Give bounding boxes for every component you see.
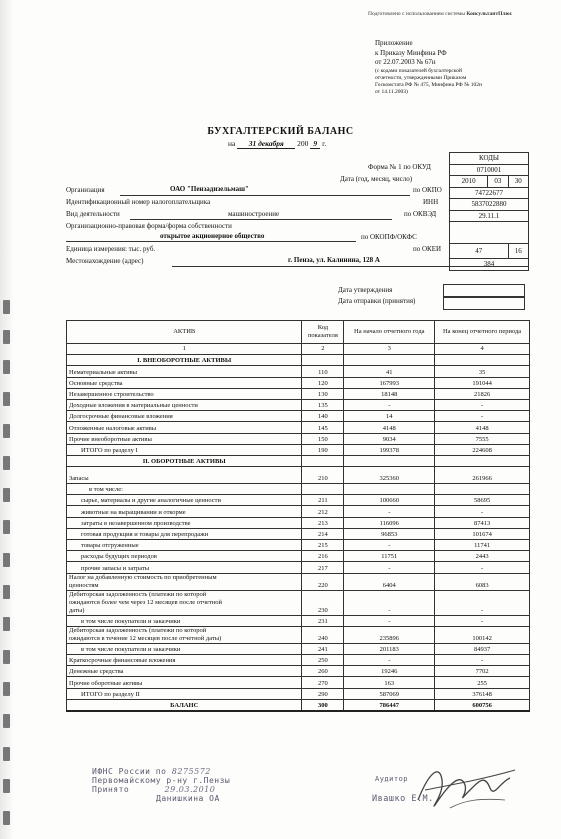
code-cell: 130 [302,388,344,399]
table-body [67,355,530,711]
row-label: Нематериальные активы [67,366,302,377]
codes-table [449,152,529,271]
table-row [67,699,530,711]
table-row [67,506,530,517]
auditor-label: Аудитор [375,775,409,783]
start-cell: 587069 [344,688,435,699]
label-taxid: Идентификационный номер налогоплательщика [66,198,211,206]
row-label: готовая продукция и товары для перепродажи [67,528,302,539]
table-row [67,366,530,377]
start-cell: 199378 [344,444,435,455]
end-cell: 261966 [435,467,530,484]
binding-hole [3,300,10,314]
start-cell: 9034 [344,433,435,444]
row-label: Прочие оборотные активы [67,677,302,688]
label-activity: Вид деятельности [66,210,120,218]
table-row [67,590,530,615]
code-cell: 217 [302,562,344,573]
date-suffix: г. [322,139,327,148]
table-row [67,562,530,573]
table-row [67,643,530,654]
system-note-prefix: Подготовлено с использованием системы [368,11,465,17]
table-row [67,666,530,677]
code-okfs: 16 [508,244,528,259]
row-label: сырье, материалы и другие аналогичные ценности [67,495,302,506]
start-cell: 163 [344,677,435,688]
end-cell: 87413 [435,517,530,528]
start-cell: 100660 [344,495,435,506]
code-cell: 140 [302,411,344,422]
appendix-line: отчетности, утвержденными Приказом [375,74,467,81]
appendix-line: Приложение [375,39,413,47]
column-number: 4 [435,344,530,355]
row-label: Долгосрочные финансовые вложения [67,411,302,422]
table-row [67,551,530,562]
code-date-year: 2010 [450,176,488,188]
code-cell: 213 [302,517,344,528]
stamp-line: ИФНС России по [92,767,167,776]
header-asset: АКТИВ [67,321,302,344]
label-inn: ИНН [423,198,439,206]
start-cell: 96853 [344,528,435,539]
binding-hole [3,553,10,567]
row-label-line: Дебиторская задолженность (платежи по которой [69,626,207,634]
code-cell [302,484,344,495]
row-label-line: ожидаются более чем через 12 месяцев после отчетной [69,598,222,606]
end-cell: 224608 [435,444,530,455]
appendix-line: (с кодами показателей бухгалтерской [375,67,462,74]
section-title: II. ОБОРОТНЫЕ АКТИВЫ [67,455,302,466]
row-label: ИТОГО по разделу II [67,688,302,699]
label-date: Дата (год, месяц, число) [340,175,413,183]
table-row [67,495,530,506]
row-label: в том числе: [67,484,302,495]
table-row [67,517,530,528]
column-number: 3 [344,344,435,355]
send-date-box [443,296,525,310]
row-label: животные на выращивании и откорме [67,506,302,517]
column-number: 1 [67,344,302,355]
start-cell: - [344,540,435,551]
row-label-line: даты) [69,606,85,614]
code-date-day: 30 [508,176,528,188]
signature-icon [410,760,520,820]
header-start: На начало отчетного года [344,321,435,344]
row-label: затраты в незавершенном производстве [67,517,302,528]
underline [172,266,529,267]
end-cell: 100142 [435,626,530,643]
underline [130,219,392,220]
code-inn: 5837022880 [450,199,529,211]
document-title: БУХГАЛТЕРСКИЙ БАЛАНС [207,126,354,137]
end-cell: 4148 [435,422,530,433]
code-cell: 190 [302,444,344,455]
end-cell: 35 [435,366,530,377]
row-label: Прочие внеоборотные активы [67,433,302,444]
end-cell: - [435,399,530,410]
code-cell: 250 [302,654,344,665]
row-label-line: ценностям [69,581,99,589]
start-cell: 116096 [344,517,435,528]
code-cell: 231 [302,615,344,626]
row-label: Отложенные налоговые активы [67,422,302,433]
end-cell: - [435,654,530,665]
row-label: Краткосрочные финансовые вложения [67,654,302,665]
table-row [67,528,530,539]
code-okved: 29.11.1 [450,210,529,222]
end-cell: 58695 [435,495,530,506]
date-day-month: 31 декабря [237,139,295,149]
row-label: БАЛАНС [67,699,302,711]
code-okud: 0710001 [450,164,529,176]
table-row [67,433,530,444]
end-cell: 2443 [435,551,530,562]
code-cell: 214 [302,528,344,539]
start-cell [344,484,435,495]
appendix-line: к Приказу Минфина РФ [375,48,447,57]
code-cell: 211 [302,495,344,506]
end-cell: - [435,506,530,517]
label-unit: Единица измерения: тыс. руб. [66,245,156,253]
end-cell: 376148 [435,688,530,699]
label-organization: Организация [66,186,105,194]
table-row [67,455,530,466]
start-cell: - [344,654,435,665]
date-year-suffix: 9 [310,139,320,149]
end-cell [435,355,530,366]
code-cell: 241 [302,643,344,654]
start-cell: - [344,562,435,573]
table-row [67,411,530,422]
table-row [67,444,530,455]
end-cell [435,455,530,466]
appendix-line: Госкомстата РФ № 475, Минфина РФ № 102н [375,81,482,88]
binding-hole [3,520,10,534]
binding-hole [3,392,10,406]
table-row [67,626,530,643]
start-cell: - [344,615,435,626]
row-label [67,590,302,615]
binding-hole [3,360,10,374]
end-cell: 84937 [435,643,530,654]
start-cell: 786447 [344,699,435,711]
date-year-prefix: 200 [297,139,309,148]
start-cell: 167993 [344,377,435,388]
code-cell: 230 [302,590,344,615]
code-cell: 210 [302,467,344,484]
code-cell: 150 [302,433,344,444]
system-note-brand: КонсультантПлюс [466,11,513,17]
row-label: товары отгруженные [67,540,302,551]
stamp-handwritten: 8275572 [171,767,211,776]
section-title: I. ВНЕОБОРОТНЫЕ АКТИВЫ [67,355,302,366]
label-approval-date: Дата утверждения [338,286,393,294]
header-code: Код показателя [302,321,344,344]
start-cell: 201183 [344,643,435,654]
code-cell: 300 [302,699,344,711]
row-label: Основные средства [67,377,302,388]
start-cell [344,355,435,366]
row-label: расходы будущих периодов [67,551,302,562]
start-cell: - [344,506,435,517]
binding-hole [3,811,10,825]
start-cell: 4148 [344,422,435,433]
label-form-okud: Форма № 1 по ОКУД [368,163,431,171]
address-value: г. Пенза, ул. Калинина, 128 А [288,256,380,264]
code-cell: 260 [302,666,344,677]
start-cell [344,455,435,466]
label-legal-form: Организационно-правовая форма/форма собственности [66,222,232,230]
row-label: Доходные вложения в материальные ценности [67,399,302,410]
label-okopf: по ОКОПФ/ОКФС [361,233,417,241]
auditor-name: Ивашко Е.М. [372,794,434,804]
end-cell: 21826 [435,388,530,399]
code-okei: 384 [450,259,529,271]
underline [66,241,356,242]
table-row [67,355,530,366]
start-cell: 14 [344,411,435,422]
end-cell: 255 [435,677,530,688]
row-label [67,626,302,643]
start-cell: - [344,590,435,615]
row-label: Незавершенное строительство [67,388,302,399]
stamp-handwritten: 29.03.2010 [164,785,216,794]
binding-hole [3,424,10,438]
start-cell: 11751 [344,551,435,562]
tax-stamp [92,767,230,803]
binding-hole [3,617,10,631]
stamp-line: Данишкина ОА [156,794,220,803]
label-okved: по ОКВЭД [404,210,437,218]
start-cell: 19246 [344,666,435,677]
code-cell: 212 [302,506,344,517]
binding-hole [3,714,10,728]
stamp-line: Принято [92,785,130,794]
report-date [228,139,326,149]
table-row [67,688,530,699]
end-cell: - [435,615,530,626]
start-cell: 325360 [344,467,435,484]
code-cell: 135 [302,399,344,410]
row-label: Денежные средства [67,666,302,677]
binding-hole [3,747,10,761]
table-row [67,467,530,484]
appendix-line: от 22.07.2003 № 67н [375,58,436,66]
label-okpo: по ОКПО [413,186,442,194]
balance-table [66,320,530,712]
code-okpo: 74722677 [450,187,529,199]
row-label-line: Налог на добавленную стоимость по приобретенным [69,573,217,581]
code-cell: 290 [302,688,344,699]
activity-value: машиностроение [228,210,280,218]
binding-hole [3,650,10,664]
row-label: ИТОГО по разделу I [67,444,302,455]
table-row [67,399,530,410]
binding-hole [3,779,10,793]
binding-hole [3,488,10,502]
code-cell [302,455,344,466]
end-cell [435,484,530,495]
organization-name: ОАО "Пензадизельмаш" [170,185,249,193]
column-number: 2 [302,344,344,355]
code-empty [450,222,529,244]
code-cell: 110 [302,366,344,377]
end-cell: - [435,562,530,573]
start-cell: 41 [344,366,435,377]
header-end: На конец отчетного периода [435,321,530,344]
table-row [67,573,530,590]
binding-hole [3,585,10,599]
label-address: Местонахождение (адрес) [66,257,144,265]
row-label: в том числе покупатели и заказчики [67,643,302,654]
legal-form-value: открытое акционерное общество [160,232,265,240]
table-row [67,540,530,551]
system-note [368,11,512,17]
binding-hole [3,456,10,470]
label-okei: по ОКЕИ [413,245,442,253]
start-cell: 235896 [344,626,435,643]
end-cell: 11741 [435,540,530,551]
label-send-date: Дата отправки (принятия) [338,297,416,305]
appendix-line: от 14.11.2003) [375,88,408,95]
code-cell: 270 [302,677,344,688]
code-cell: 220 [302,573,344,590]
binding-hole [3,682,10,696]
end-cell: - [435,411,530,422]
code-cell: 216 [302,551,344,562]
row-label [67,573,302,590]
table-row [67,615,530,626]
start-cell: 6404 [344,573,435,590]
table-row [67,422,530,433]
start-cell: - [344,399,435,410]
binding-hole [3,330,10,344]
row-label: в том числе покупатели и заказчики [67,615,302,626]
end-cell: 600756 [435,699,530,711]
row-label: Запасы [67,467,302,484]
code-okopf: 47 [450,244,509,259]
table-row [67,677,530,688]
end-cell: 6083 [435,573,530,590]
end-cell: 7555 [435,433,530,444]
table-row [67,484,530,495]
table-row [67,388,530,399]
date-prefix: на [228,139,236,148]
row-label-line: Дебиторская задолженность (платежи по которой [69,590,207,598]
code-cell: 240 [302,626,344,643]
code-cell [302,355,344,366]
codes-header: КОДЫ [450,153,529,165]
row-label-line: ожидаются в течение 12 месяцев после отчетной даты) [69,634,222,642]
code-cell: 120 [302,377,344,388]
end-cell: 191044 [435,377,530,388]
end-cell: - [435,590,530,615]
appendix-note [375,39,482,96]
end-cell: 101674 [435,528,530,539]
stamp-line: Первомайскому р-ну г.Пензы [92,776,231,785]
end-cell: 7702 [435,666,530,677]
start-cell: 18148 [344,388,435,399]
table-row [67,654,530,665]
table-row [67,377,530,388]
underline [120,195,410,196]
row-label: прочие запасы и затраты [67,562,302,573]
code-cell: 215 [302,540,344,551]
code-cell: 145 [302,422,344,433]
code-date-month: 03 [488,176,508,188]
